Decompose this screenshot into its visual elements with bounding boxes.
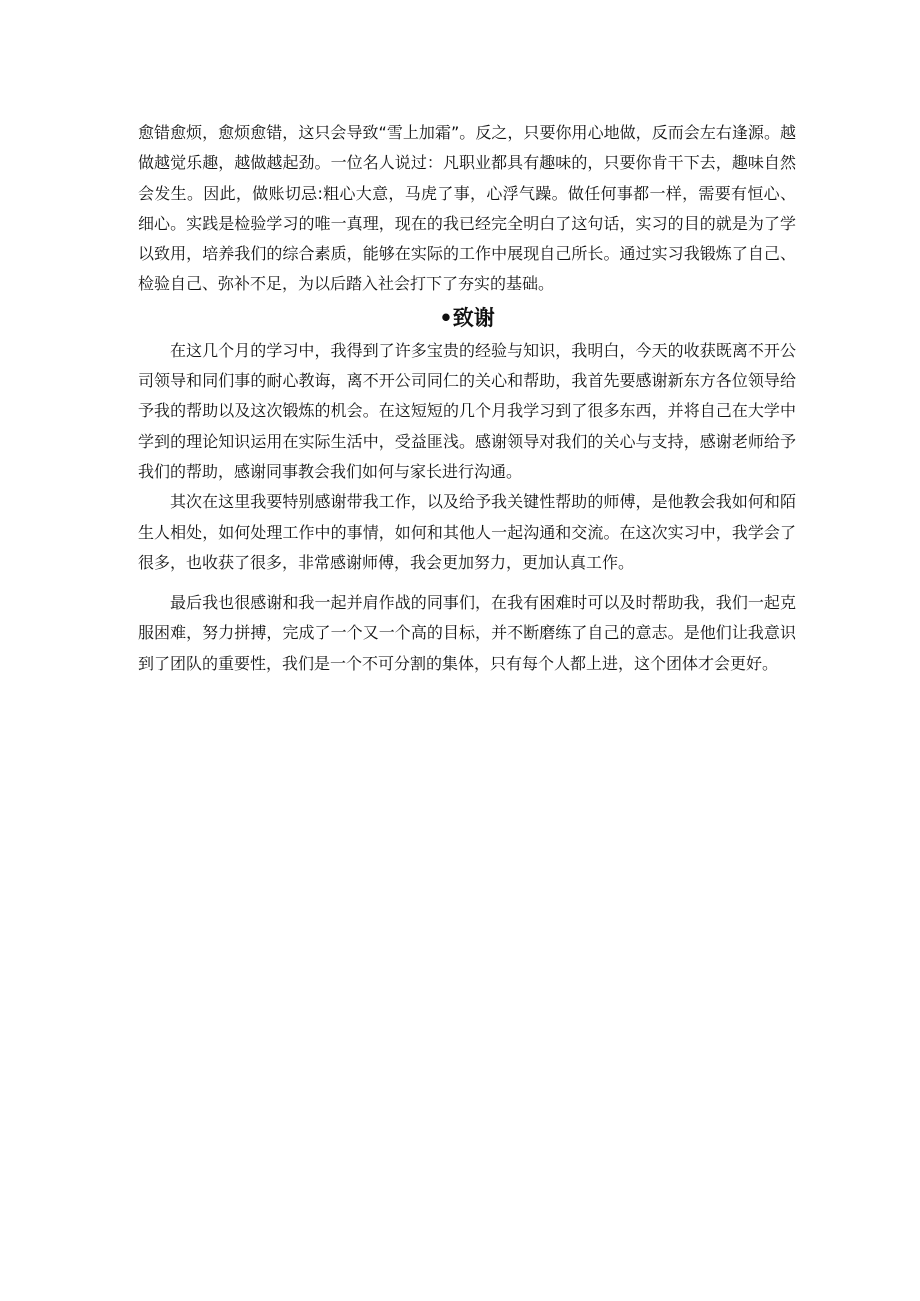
intro-paragraph: 愈错愈烦，愈烦愈错，这只会导致“雪上加霜”。反之，只要你用心地做，反而会左右逢源。越做越觉乐趣，越做越起劲。一位名人说过：凡职业都具有趣味的，只要你肯干下去，趣味自然会发生。因此，做账切忌:粗心大意，马虎了事，心浮气躁。做任何事都一样，需要有恒心、细心。实践是检验学习的唯一真理，现在的我已经完全明白了这句话，实习的目的就是为了学以致用，培养我们的综合素质，能够在实际的工作中展现自己所长。通过实习我锻炼了自己、检验自己、弥补不足，为以后踏入社会打下了夯实的基础。 <box>138 123 796 294</box>
paragraph-1: 在这几个月的学习中，我得到了许多宝贵的经验与知识，我明白，今天的收获既离不开公司领导和同们事的耐心教诲，离不开公司同仁的关心和帮助，我首先要感谢新东方各位领导给予我的帮助以及这次锻炼的机会。在这短短的几个月我学习到了很多东西，并将自己在大学中学到的理论知识运用在实际生活中，受益匪浅。感谢领导对我们的关心与支持，感谢老师给予我们的帮助，感谢同事教会我们如何与家长进行沟通。 <box>138 340 796 481</box>
paragraph-2: 其次在这里我要特别感谢带我工作，以及给予我关键性帮助的师傅，是他教会我如何和陌生人相处，如何处理工作中的事情，如何和其他人一起沟通和交流。在这次实习中，我学会了很多，也收获了很多，非常感谢师傅，我会更加努力，更加认真工作。 <box>138 492 796 572</box>
paragraph-3: 最后我也很感谢和我一起并肩作战的同事们，在我有困难时可以及时帮助我，我们一起克服困难，努力拼搏，完成了一个又一个高的目标，并不断磨练了自己的意志。是他们让我意识到了团队的重要性，我们是一个不可分割的集体，只有每个人都上进，这个团体才会更好。 <box>138 593 796 673</box>
document-body <box>138 118 796 679</box>
section-heading: •致谢 <box>439 305 495 330</box>
